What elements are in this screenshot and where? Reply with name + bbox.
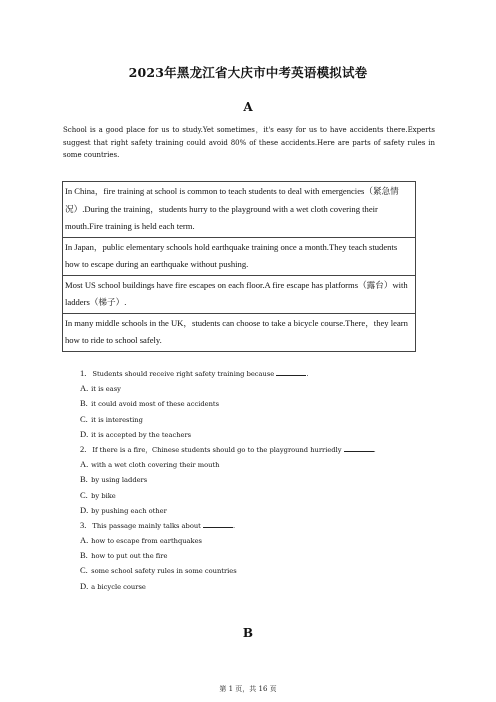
option-text: it could avoid most of these accidents — [91, 400, 220, 409]
table-row — [63, 182, 416, 238]
option-text: it is interesting — [91, 415, 143, 424]
option-text: with a wet cloth covering their mouth — [91, 461, 220, 470]
option-c[interactable] — [80, 563, 440, 578]
answer-blank[interactable] — [344, 443, 374, 452]
question-number: 1. — [80, 368, 87, 378]
rule-cell-us: Most US school buildings have fire escapes on each floor.A fire escape has platforms（露台）with ladders（梯子）. — [63, 275, 416, 313]
page-title: 2023年黑龙江省大庆市中考英语模拟试卷 — [128, 65, 368, 80]
question-end: . — [233, 521, 236, 530]
option-letter: C. — [80, 565, 88, 576]
answer-blank[interactable] — [276, 367, 309, 378]
option-letter: B. — [80, 398, 88, 409]
option-d[interactable] — [80, 427, 440, 442]
option-text: it is easy — [91, 385, 121, 394]
rule-cell-china: In China，fire training at school is common to teach students to deal with emergencies（紧急情况）.During the training，students hurry to the playground with a wet cloth covering their mouth.Fire training is held each term. — [63, 182, 416, 238]
option-letter: B. — [80, 550, 88, 561]
question-number: 2. — [80, 443, 87, 454]
option-d[interactable] — [80, 579, 440, 594]
option-text: by bike — [91, 491, 116, 500]
option-letter: C. — [80, 489, 88, 500]
option-text: a bicycle course — [91, 582, 146, 591]
page-footer: 第 1 页，共 16 页 — [219, 685, 277, 693]
option-a[interactable] — [80, 457, 440, 472]
question-text: If there is a fire，Chinese students should go to the playground hurriedly — [92, 445, 342, 454]
option-b[interactable] — [80, 472, 440, 487]
answer-blank[interactable] — [203, 519, 236, 530]
option-text: some school safety rules in some countries — [91, 567, 237, 576]
section-heading-a: A — [243, 100, 253, 114]
question-text: This passage mainly talks about — [92, 521, 201, 530]
option-text: by pushing each other — [91, 506, 167, 515]
option-text: how to escape from earthquakes — [91, 537, 202, 546]
question-list — [80, 366, 440, 594]
rule-cell-uk: In many middle schools in the UK，students can choose to take a bicycle course.There，they learn how to ride to school safely. — [63, 313, 416, 351]
table-row — [63, 237, 416, 275]
intro-paragraph: School is a good place for us to study.Yet sometimes，it's easy for us to have accidents there.Experts suggest that right safety training could avoid 80% of these accidents.Here are parts of safety rules in some countries. — [63, 126, 435, 159]
table-row — [63, 275, 416, 313]
question-number: 3. — [80, 519, 87, 530]
option-letter: A. — [80, 535, 89, 546]
option-text: how to put out the fire — [91, 552, 168, 561]
question-end: . — [373, 445, 376, 454]
question-stem — [80, 518, 440, 533]
option-a[interactable] — [80, 381, 440, 396]
table-row — [63, 313, 416, 351]
option-letter: D. — [80, 428, 89, 439]
option-letter: D. — [80, 580, 89, 591]
option-letter: B. — [80, 474, 88, 485]
option-text: it is accepted by the teachers — [91, 430, 192, 439]
section-heading-b: B — [242, 626, 254, 640]
question-text: Students should receive right safety training because — [92, 370, 275, 378]
question-stem — [80, 366, 440, 381]
option-text: by using ladders — [91, 476, 148, 485]
option-b[interactable] — [80, 548, 440, 563]
option-d[interactable] — [80, 503, 440, 518]
option-b[interactable] — [80, 396, 440, 411]
question-end: . — [306, 370, 309, 378]
option-letter: A. — [80, 383, 89, 394]
option-letter: D. — [80, 504, 89, 515]
option-a[interactable] — [80, 533, 440, 548]
question-stem — [80, 442, 440, 457]
option-c[interactable] — [80, 412, 440, 427]
option-c[interactable] — [80, 488, 440, 503]
safety-rules-table — [62, 181, 416, 352]
option-letter: C. — [80, 413, 88, 424]
option-letter: A. — [80, 459, 89, 470]
rule-cell-japan: In Japan，public elementary schools hold earthquake training once a month.They teach students how to escape during an earthquake without pushing. — [63, 237, 416, 275]
